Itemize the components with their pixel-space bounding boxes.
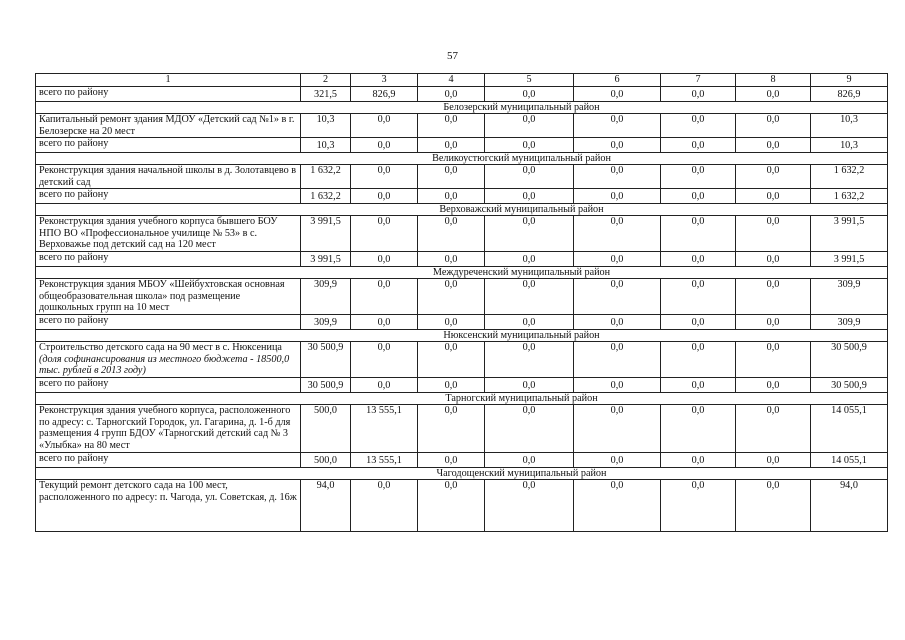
value-cell-col-6: 0,0: [574, 138, 661, 153]
project-row: [36, 114, 888, 138]
value-cell-col-6: 0,0: [574, 342, 661, 378]
value-cell-col-9: 10,3: [811, 138, 888, 153]
value-cell-col-3: 0,0: [351, 279, 418, 315]
district-label: Нюксенский муниципальный район: [443, 330, 600, 341]
value-cell-col-4: 0,0: [418, 165, 485, 189]
value-cell-col-8: 0,0: [736, 405, 811, 453]
column-header-8: 8: [736, 74, 811, 87]
district-label: Великоустюгский муниципальный район: [432, 153, 611, 164]
row-label: Реконструкция здания начальной школы в д. Золотавцево в детский сад: [39, 165, 297, 188]
value-cell-col-3: 0,0: [351, 252, 418, 267]
total-label: [36, 315, 301, 330]
project-row: [36, 342, 888, 378]
project-row: [36, 165, 888, 189]
district-header-row: [36, 330, 888, 342]
column-header-1: 1: [36, 74, 301, 87]
district-total-row: [36, 453, 888, 468]
value-cell-col-5: 0,0: [485, 453, 574, 468]
value-cell-col-7: 0,0: [661, 315, 736, 330]
value-cell-col-6: 0,0: [574, 480, 661, 532]
value-cell-col-7: 0,0: [661, 189, 736, 204]
district-label: Чагодощенский муниципальный район: [436, 468, 607, 479]
district-name: [36, 468, 888, 480]
value-cell-col-4: 0,0: [418, 189, 485, 204]
row-label: всего по району: [39, 252, 109, 263]
value-cell-col-7: 0,0: [661, 453, 736, 468]
value-cell-col-4: 0,0: [418, 315, 485, 330]
value-cell-col-8: 0,0: [736, 480, 811, 532]
project-description: [36, 342, 301, 378]
value-cell-col-2: 1 632,2: [301, 165, 351, 189]
value-cell-col-7: 0,0: [661, 378, 736, 393]
total-label: [36, 87, 301, 102]
value-cell-col-6: 0,0: [574, 189, 661, 204]
row-label: Капитальный ремонт здания МДОУ «Детский сад №1» в г. Белозерске на 20 мест: [39, 114, 295, 137]
value-cell-col-4: 0,0: [418, 405, 485, 453]
value-cell-col-5: 0,0: [485, 480, 574, 532]
district-name: [36, 267, 888, 279]
project-description: [36, 216, 301, 252]
value-cell-col-5: 0,0: [485, 114, 574, 138]
row-label: всего по району: [39, 315, 109, 326]
value-cell-col-9: 309,9: [811, 279, 888, 315]
value-cell-col-2: 309,9: [301, 279, 351, 315]
district-header-row: [36, 393, 888, 405]
value-cell-col-9: 1 632,2: [811, 165, 888, 189]
value-cell-col-9: 94,0: [811, 480, 888, 532]
value-cell-col-2: 1 632,2: [301, 189, 351, 204]
value-cell-col-6: 0,0: [574, 165, 661, 189]
value-cell-col-4: 0,0: [418, 480, 485, 532]
row-label: Реконструкция здания МБОУ «Шейбухтовская основная общеобразовательная школа» под размещение дошкольных групп на 10 мест: [39, 279, 285, 313]
value-cell-col-8: 0,0: [736, 453, 811, 468]
project-row: [36, 216, 888, 252]
total-label: [36, 189, 301, 204]
value-cell-col-3: 0,0: [351, 480, 418, 532]
row-label: Реконструкция здания учебного корпуса, расположенного по адресу: с. Тарногский Городок, ул. Гагарина, д. 1-б для размещения 4 групп БДОУ «Тарногский детский сад № 3 «Улыбка» на 80 мест: [39, 405, 291, 451]
value-cell-col-3: 826,9: [351, 87, 418, 102]
value-cell-col-2: 30 500,9: [301, 342, 351, 378]
value-cell-col-8: 0,0: [736, 342, 811, 378]
value-cell-col-3: 0,0: [351, 114, 418, 138]
cofinancing-note: (доля софинансирования из местного бюджета - 18500,0 тыс. рублей в 2013 году): [39, 353, 290, 376]
district-name: [36, 393, 888, 405]
value-cell-col-2: 10,3: [301, 114, 351, 138]
district-total-row: [36, 189, 888, 204]
value-cell-col-8: 0,0: [736, 138, 811, 153]
value-cell-col-3: 0,0: [351, 315, 418, 330]
value-cell-col-7: 0,0: [661, 252, 736, 267]
value-cell-col-8: 0,0: [736, 252, 811, 267]
value-cell-col-5: 0,0: [485, 342, 574, 378]
total-label: [36, 453, 301, 468]
value-cell-col-5: 0,0: [485, 315, 574, 330]
value-cell-col-9: 3 991,5: [811, 216, 888, 252]
value-cell-col-5: 0,0: [485, 189, 574, 204]
value-cell-col-4: 0,0: [418, 378, 485, 393]
value-cell-col-3: 0,0: [351, 378, 418, 393]
value-cell-col-3: 0,0: [351, 216, 418, 252]
value-cell-col-9: 1 632,2: [811, 189, 888, 204]
row-label: всего по району: [39, 87, 109, 98]
district-label: Тарногский муниципальный район: [445, 393, 598, 404]
value-cell-col-2: 10,3: [301, 138, 351, 153]
total-label: [36, 378, 301, 393]
row-label: всего по району: [39, 378, 109, 389]
value-cell-col-8: 0,0: [736, 114, 811, 138]
district-header-row: [36, 153, 888, 165]
value-cell-col-5: 0,0: [485, 378, 574, 393]
total-label: [36, 252, 301, 267]
value-cell-col-2: 321,5: [301, 87, 351, 102]
budget-table: [35, 73, 888, 532]
value-cell-col-9: 826,9: [811, 87, 888, 102]
value-cell-col-3: 13 555,1: [351, 453, 418, 468]
value-cell-col-4: 0,0: [418, 453, 485, 468]
project-description: [36, 279, 301, 315]
value-cell-col-2: 500,0: [301, 453, 351, 468]
value-cell-col-9: 30 500,9: [811, 342, 888, 378]
district-total-row: [36, 252, 888, 267]
value-cell-col-7: 0,0: [661, 216, 736, 252]
district-label: Верховажский муниципальный район: [439, 204, 604, 215]
value-cell-col-6: 0,0: [574, 114, 661, 138]
value-cell-col-8: 0,0: [736, 87, 811, 102]
column-header-6: 6: [574, 74, 661, 87]
district-label: Междуреченский муниципальный район: [432, 267, 611, 278]
value-cell-col-2: 3 991,5: [301, 252, 351, 267]
row-label: всего по району: [39, 189, 109, 200]
district-name: [36, 102, 888, 114]
value-cell-col-9: 14 055,1: [811, 453, 888, 468]
value-cell-col-4: 0,0: [418, 114, 485, 138]
district-total-row: [36, 315, 888, 330]
total-label: [36, 138, 301, 153]
value-cell-col-7: 0,0: [661, 342, 736, 378]
value-cell-col-4: 0,0: [418, 279, 485, 315]
value-cell-col-9: 309,9: [811, 315, 888, 330]
row-label: Текущий ремонт детского сада на 100 мест, расположенного по адресу: п. Чагода, ул. Советская, д. 16ж: [39, 480, 297, 503]
value-cell-col-6: 0,0: [574, 453, 661, 468]
value-cell-col-5: 0,0: [485, 87, 574, 102]
district-total-row: [36, 87, 888, 102]
column-header-7: 7: [661, 74, 736, 87]
value-cell-col-3: 0,0: [351, 342, 418, 378]
value-cell-col-6: 0,0: [574, 405, 661, 453]
project-description: [36, 405, 301, 453]
value-cell-col-2: 94,0: [301, 480, 351, 532]
row-label: всего по району: [39, 138, 109, 149]
value-cell-col-5: 0,0: [485, 138, 574, 153]
project-description: [36, 165, 301, 189]
value-cell-col-9: 10,3: [811, 114, 888, 138]
project-row: [36, 480, 888, 532]
project-description: [36, 114, 301, 138]
value-cell-col-4: 0,0: [418, 216, 485, 252]
district-name: [36, 330, 888, 342]
district-label: Белозерский муниципальный район: [443, 102, 600, 113]
value-cell-col-6: 0,0: [574, 87, 661, 102]
value-cell-col-2: 3 991,5: [301, 216, 351, 252]
value-cell-col-9: 3 991,5: [811, 252, 888, 267]
value-cell-col-4: 0,0: [418, 138, 485, 153]
value-cell-col-6: 0,0: [574, 279, 661, 315]
page-number: 57: [447, 50, 458, 62]
value-cell-col-7: 0,0: [661, 279, 736, 315]
column-header-9: 9: [811, 74, 888, 87]
value-cell-col-4: 0,0: [418, 342, 485, 378]
district-total-row: [36, 138, 888, 153]
header-row: [36, 74, 888, 87]
table-body: [36, 87, 888, 532]
value-cell-col-4: 0,0: [418, 252, 485, 267]
column-header-4: 4: [418, 74, 485, 87]
value-cell-col-2: 30 500,9: [301, 378, 351, 393]
district-header-row: [36, 102, 888, 114]
value-cell-col-7: 0,0: [661, 405, 736, 453]
district-total-row: [36, 378, 888, 393]
value-cell-col-8: 0,0: [736, 165, 811, 189]
column-header-2: 2: [301, 74, 351, 87]
project-row: [36, 279, 888, 315]
row-label: Реконструкция здания учебного корпуса бывшего БОУ НПО ВО «Профессиональное училище № 53» в с. Верховажье под детский сад на 120 мест: [39, 216, 278, 250]
value-cell-col-7: 0,0: [661, 114, 736, 138]
value-cell-col-7: 0,0: [661, 165, 736, 189]
value-cell-col-3: 0,0: [351, 165, 418, 189]
value-cell-col-4: 0,0: [418, 87, 485, 102]
value-cell-col-5: 0,0: [485, 279, 574, 315]
project-description: [36, 480, 301, 532]
district-header-row: [36, 204, 888, 216]
row-label: Строительство детского сада на 90 мест в с. Нюксеница: [39, 342, 282, 353]
value-cell-col-6: 0,0: [574, 315, 661, 330]
value-cell-col-5: 0,0: [485, 216, 574, 252]
column-header-5: 5: [485, 74, 574, 87]
value-cell-col-8: 0,0: [736, 189, 811, 204]
value-cell-col-6: 0,0: [574, 378, 661, 393]
district-header-row: [36, 468, 888, 480]
value-cell-col-5: 0,0: [485, 405, 574, 453]
value-cell-col-3: 0,0: [351, 138, 418, 153]
value-cell-col-6: 0,0: [574, 252, 661, 267]
district-name: [36, 204, 888, 216]
value-cell-col-7: 0,0: [661, 87, 736, 102]
value-cell-col-8: 0,0: [736, 279, 811, 315]
value-cell-col-7: 0,0: [661, 480, 736, 532]
project-row: [36, 405, 888, 453]
column-header-3: 3: [351, 74, 418, 87]
row-label: всего по району: [39, 453, 109, 464]
value-cell-col-8: 0,0: [736, 315, 811, 330]
value-cell-col-2: 500,0: [301, 405, 351, 453]
value-cell-col-5: 0,0: [485, 165, 574, 189]
value-cell-col-9: 14 055,1: [811, 405, 888, 453]
value-cell-col-3: 13 555,1: [351, 405, 418, 453]
value-cell-col-6: 0,0: [574, 216, 661, 252]
district-name: [36, 153, 888, 165]
value-cell-col-8: 0,0: [736, 216, 811, 252]
district-header-row: [36, 267, 888, 279]
value-cell-col-5: 0,0: [485, 252, 574, 267]
value-cell-col-7: 0,0: [661, 138, 736, 153]
value-cell-col-8: 0,0: [736, 378, 811, 393]
value-cell-col-2: 309,9: [301, 315, 351, 330]
value-cell-col-3: 0,0: [351, 189, 418, 204]
value-cell-col-9: 30 500,9: [811, 378, 888, 393]
